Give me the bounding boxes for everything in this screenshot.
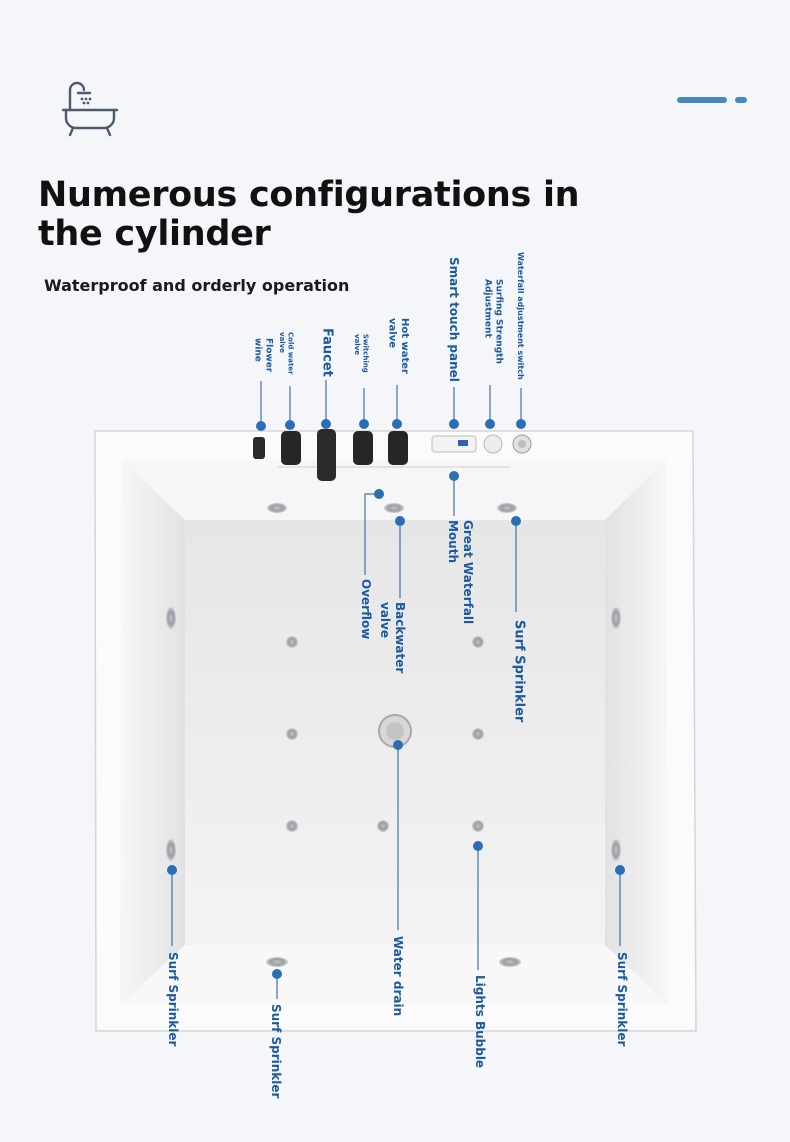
page-title: Numerous configurations in the cylinder <box>38 175 580 254</box>
label-surf-sprinkler-right: Surf Sprinkler <box>615 952 629 1047</box>
label-overflow: Overflow <box>359 579 373 640</box>
label-switching-valve: Switching valve <box>352 334 370 373</box>
label-lights-bubble: Lights Bubble <box>473 975 487 1069</box>
label-smart-touch-panel: Smart touch panel <box>447 257 461 382</box>
label-surf-sprinkler-upper-right: Surf Sprinkler <box>511 620 527 723</box>
label-flower-wine: Flower wine <box>252 338 274 373</box>
label-water-drain: Water drain <box>391 936 405 1017</box>
label-backwater-valve: Backwater valve <box>378 602 407 674</box>
label-faucet: Faucet <box>319 328 335 377</box>
page-subtitle: Waterproof and orderly operation <box>44 276 350 295</box>
label-surf-sprinkler-bottom: Surf Sprinkler <box>269 1004 283 1099</box>
label-waterfall-adjustment-switch: Waterfall adjustment switch <box>516 252 525 380</box>
label-surf-sprinkler-left: Surf Sprinkler <box>166 952 180 1047</box>
label-hot-water-valve: Hot water valve <box>386 318 410 374</box>
label-great-waterfall-mouth: Great Waterfall Mouth <box>446 520 475 625</box>
label-cold-water-valve: Cold water valve <box>277 332 295 375</box>
label-surfing-strength-adjustment: Surfing Strength Adjustment <box>482 279 504 364</box>
